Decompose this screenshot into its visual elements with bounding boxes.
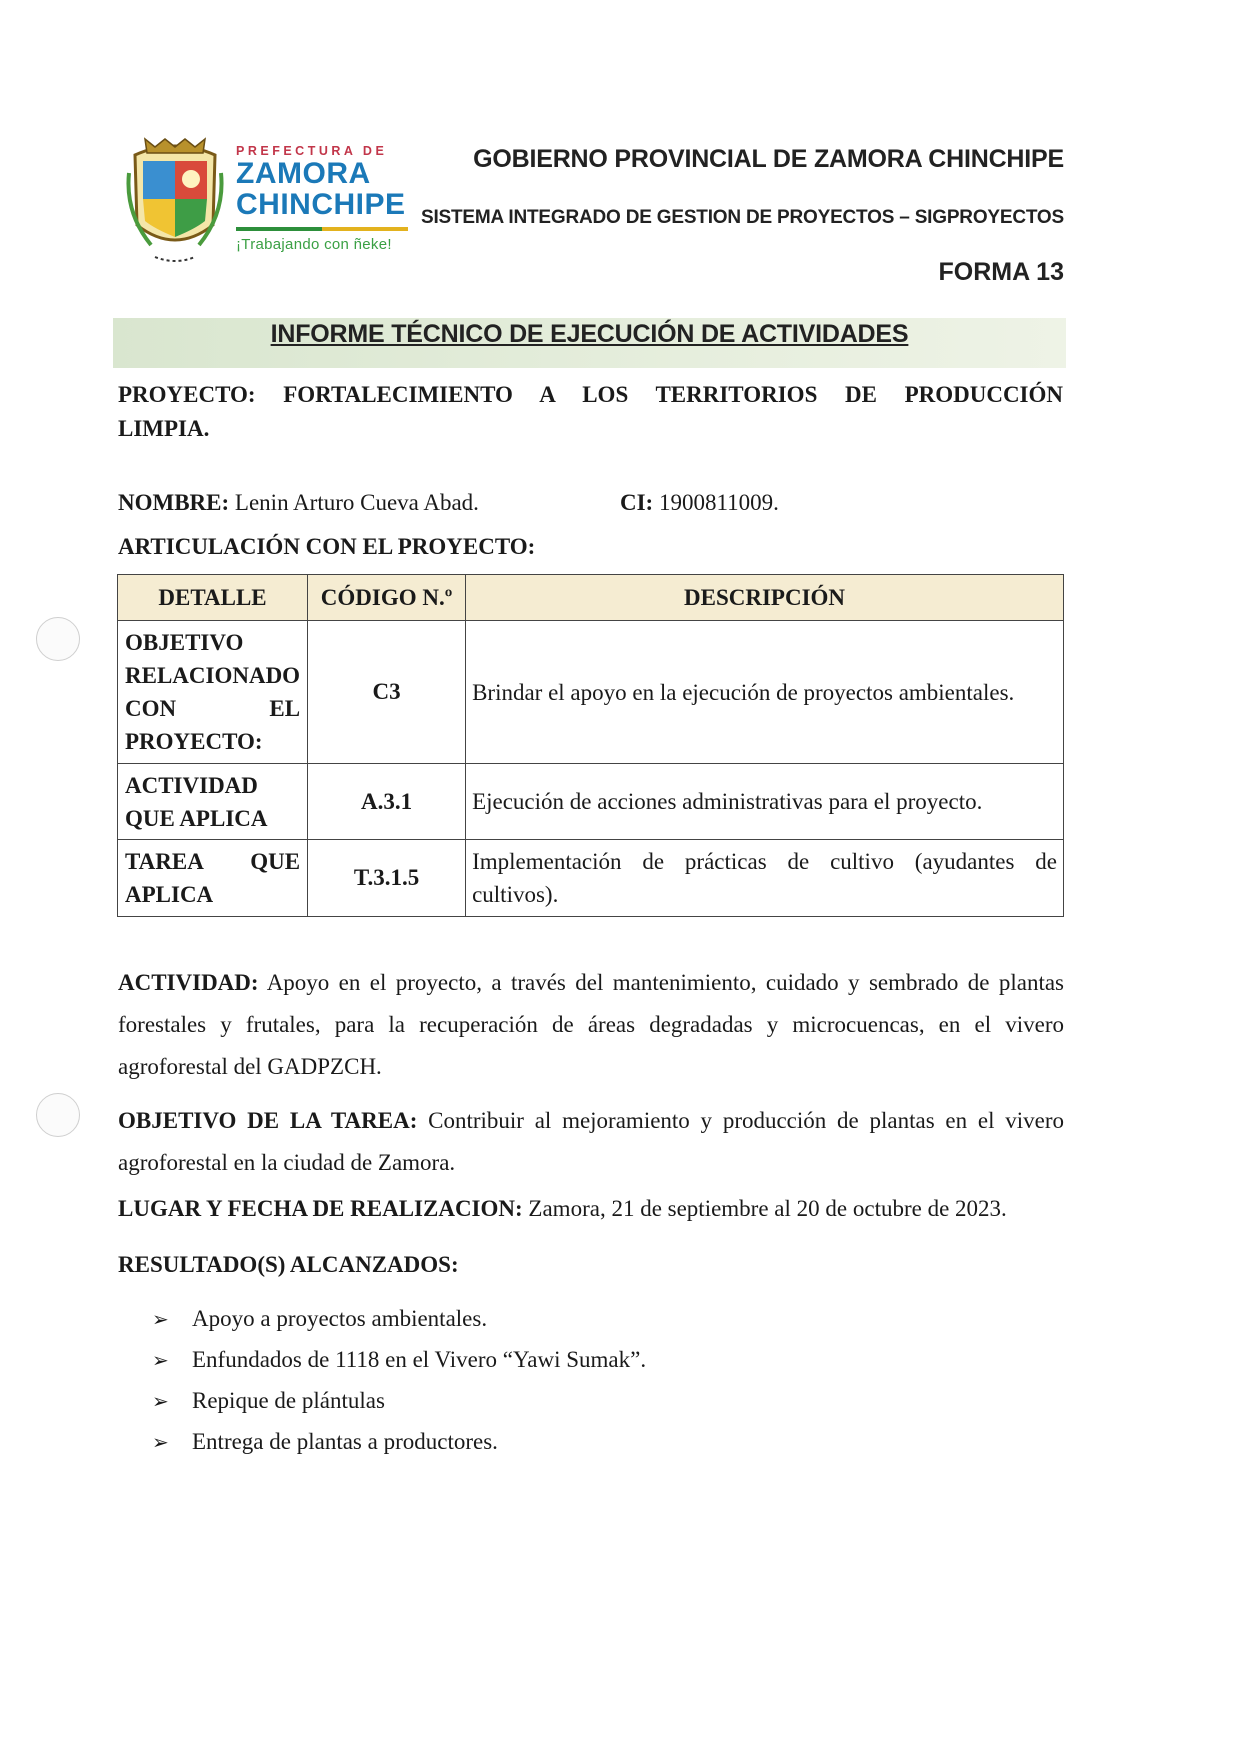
detail-line: APLICA [125,882,214,907]
detail-word: EL [269,696,301,721]
project-block [118,378,1063,446]
code-cell: A.3.1 [308,764,466,840]
punch-hole-top [36,617,80,661]
ci-number: 1900811009. [658,490,779,515]
list-item [152,1380,646,1421]
list-item-text: Apoyo a proyectos ambientales. [192,1306,488,1331]
logo-slogan: ¡Trabajando con ñeke! [236,236,392,253]
detail-line: ACTIVIDAD [125,772,258,798]
description-cell: Implementación de prácticas de cultivo (ayudantes de cultivos). [466,840,1064,917]
activity-label: ACTIVIDAD: [118,970,259,995]
project-name-2: LIMPIA. [118,416,210,441]
project-name-1: FORTALECIMIENTO A LOS TERRITORIOS DE PRODUCCIÓN [283,382,1064,407]
detail-line: RELACIONADO [125,663,301,688]
header-detail: DETALLE [118,575,308,621]
ci-row [620,490,779,516]
list-item-text: Enfundados de 1118 en el Vivero “Yawi Sumak”. [192,1347,647,1372]
ci-label: CI: [620,490,654,515]
logo-name-1: ZAMORA [236,157,371,190]
logo-prefix: PREFECTURA DE [236,144,388,158]
system-title: SISTEMA INTEGRADO DE GESTION DE PROYECTOS – SIGPROYECTOS [420,207,1064,228]
name-label: NOMBRE: [118,490,230,515]
arrow-bullet-icon: ➢ [152,1309,169,1331]
table-row [118,764,1064,840]
detail-line [125,845,300,878]
logo-underline [236,227,408,231]
name-row [118,490,479,516]
punch-hole-bottom [36,1093,80,1137]
list-item [152,1421,646,1462]
list-item-text: Entrega de plantas a productores. [192,1429,498,1454]
table-row [118,840,1064,917]
list-item [152,1298,646,1339]
detail-line: PROYECTO: [125,729,263,754]
detail-word: CON [125,696,177,721]
logo-name-2: CHINCHIPE [236,188,406,221]
articulation-table [117,574,1064,917]
list-item-text: Repique de plántulas [192,1388,385,1413]
detail-cell [118,840,308,917]
activity-paragraph [118,962,1064,1088]
table-row [118,621,1064,764]
task-objective-text: Contribuir al mejoramiento y producción de plantas en el vivero agroforestal en la ciudad de Zamora. [118,1108,1064,1175]
detail-line [125,692,300,725]
activity-text: Apoyo en el proyecto, a través del mantenimiento, cuidado y sembrado de plantas forestales y frutales, para la recuperación de áreas degradadas y microcuencas, en el vivero agroforestal del GADPZCH. [118,970,1065,1079]
description-cell: Brindar el apoyo en la ejecución de proyectos ambientales. [466,621,1064,764]
code-cell: C3 [308,621,466,764]
task-objective-paragraph [118,1100,1064,1184]
table-header-row [118,575,1064,621]
person-name: Lenin Arturo Cueva Abad. [234,490,479,515]
arrow-bullet-icon: ➢ [152,1350,169,1372]
arrow-bullet-icon: ➢ [152,1432,169,1454]
logo [125,133,225,278]
detail-line: QUE APLICA [125,805,268,831]
project-line-1 [118,378,1063,412]
detail-word: TAREA [125,849,204,874]
detail-word: QUE [250,849,301,874]
report-title: INFORME TÉCNICO DE EJECUCIÓN DE ACTIVIDADES [270,320,909,348]
detail-cell [118,621,308,764]
place-date-text: Zamora, 21 de septiembre al 20 de octubre de 2023. [528,1196,1007,1221]
description-cell: Ejecución de acciones administrativas para el proyecto. [466,764,1064,840]
place-date-row [118,1196,1007,1222]
header-code: CÓDIGO N.º [308,575,466,621]
list-item [152,1339,646,1380]
coat-of-arms-icon [125,133,225,273]
detail-cell [118,764,308,840]
form-number: FORMA 13 [938,258,1064,286]
government-title: GOBIERNO PROVINCIAL DE ZAMORA CHINCHIPE [473,145,1064,173]
arrow-bullet-icon: ➢ [152,1391,169,1413]
place-date-label: LUGAR Y FECHA DE REALIZACION: [118,1196,523,1221]
task-objective-label: OBJETIVO DE LA TAREA: [118,1108,418,1133]
results-list [152,1298,646,1462]
logo-text [236,144,408,253]
detail-line: OBJETIVO [125,630,244,655]
articulation-heading: ARTICULACIÓN CON EL PROYECTO: [118,534,536,559]
project-label: PROYECTO: [118,382,256,407]
code-cell: T.3.1.5 [308,840,466,917]
header-description: DESCRIPCIÓN [466,575,1064,621]
results-heading: RESULTADO(S) ALCANZADOS: [118,1252,459,1277]
